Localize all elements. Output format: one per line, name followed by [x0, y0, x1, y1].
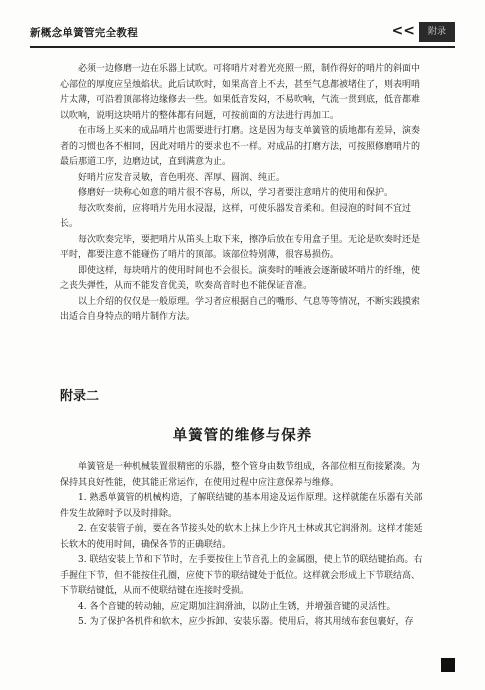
running-header: [30, 22, 455, 48]
section-badge: 附录: [419, 22, 455, 42]
paragraph: 在市场上买来的成品哨片也需要进行打磨。这是因为每支单簧管的质地都有差异，演奏者的习惯也各不相同，因此对哨片的要求也不一样。对成品的打磨方法，可按照修磨哨片的最后那道工序，边磨边试，直到满意为止。: [60, 126, 421, 167]
section-title: 单簧管的维修与保养: [172, 427, 313, 444]
paragraph: 单簧管是一种机械装置很精密的乐器，整个管身由数节组成，各部位相互衔接紧凑。为保持其良好性能，使其能正常运作，在使用过程中应注意保养与维修。: [60, 462, 421, 488]
body-text-block-1: [60, 62, 426, 326]
list-item: 1. 熟悉单簧管的机械构造，了解联结键的基本用途及运作原理。这样就能在乐器有关部件发生故障时予以及时排除。: [60, 493, 423, 519]
paragraph: 每次吹奏完毕，要把哨片从笛头上取下来，擦净后放在专用盒子里。无论是吹奏时还是平时，都要注意不能碰伤了哨片的顶部。该部位特别薄，很容易损伤。: [60, 234, 421, 260]
paragraph: 修磨好一块称心如意的哨片很不容易，所以，学习者要注意哨片的使用和保护。: [78, 188, 394, 198]
list-item: 4. 各个音键的转动轴，应定期加注润滑油，以防止生锈，并增强音键的灵活性。: [78, 601, 396, 612]
chevron-left-icon: <<: [391, 23, 415, 39]
paragraph: 每次吹奏前，应将哨片先用水浸湿，这样，可使乐器发音柔和。但浸泡的时间不宜过长。: [60, 203, 412, 229]
paragraph: 必须一边修磨一边在乐器上试吹。可将哨片对着光亮照一照，制作得好的哨片的斜面中心部位的厚度应呈烛焰状。此后试吹时，如果高音上不去，甚至气息都被堵住了，则表明哨片太薄，可沿着顶部将边缘修去一些。如果低音发闷，不易吹响，气流一贯到底，低音都难以吹响，说明这块哨片的整体都有问题，可按前面的方法进行再加工。: [60, 64, 421, 121]
list-item: 2. 在安装管子前，要在各节接头处的软木上抹上少许凡士林或其它润滑剂。这样才能延长软木的使用时间，确保各节的正确联结。: [60, 524, 423, 550]
list-item: 3. 联结安装上节和下节时，左手要按住上节音孔上的金属圈，使上节的联结键抬高。右手握住下节，但不能按住孔圈，应使下节的联结键处于低位。这样就会形成上下节联结高、下节联结键低，从而不使联结键在连接时受损。: [60, 555, 423, 596]
body-text-block-2: [60, 460, 426, 631]
paragraph: 以上介绍的仅仅是一般原理。学习者应根据自己的嘴形、气息等等情况，不断实践摸索出适合自身特点的哨片制作方法。: [60, 296, 421, 322]
paragraph: 即使这样，每块哨片的使用时间也不会很长。演奏时的唾液会逐渐破坏哨片的纤维，使之丧失弹性，从而不能发音优美，吹奏高音时也不能保证音准。: [60, 265, 421, 291]
book-title: 新概念单簧管完全教程: [30, 27, 138, 39]
list-item: 5. 为了保护各机件和软木，应少拆卸、安装乐器。使用后，将其用绒布套包裹好，存: [78, 617, 414, 627]
paragraph: 好哨片应发音灵敏，音色明亮、浑厚、圆润、纯正。: [78, 172, 286, 183]
appendix-heading: 附录二: [60, 389, 100, 404]
page-corner-mark: [441, 658, 455, 672]
